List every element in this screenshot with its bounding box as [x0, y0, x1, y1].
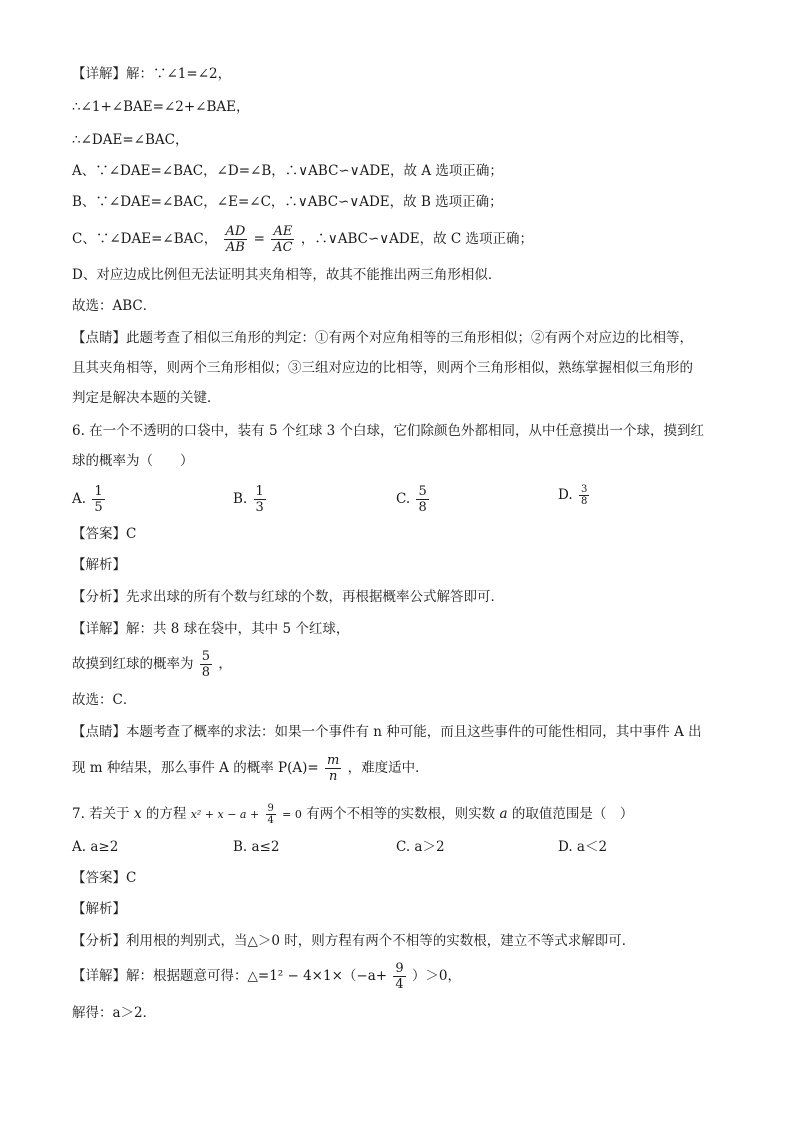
note-line-1: 【点睛】此题考查了相似三角形的判定：①有两个对应角相等的三角形相似；②有两个对应边的比相等，: [72, 330, 693, 346]
q6-choice: 故选：C．: [72, 692, 137, 708]
detail-line-2: ∴∠1+∠BAE=∠2+∠BAE，: [72, 99, 250, 115]
note-line-2: 且其夹角相等，则两个三角形相似；③三组对应边的比相等，则两个三角形相似，熟练掌握相似三角形的: [72, 360, 693, 376]
q6-analysis-title: 【解析】: [72, 557, 126, 573]
q6-analysis: 【分析】先求出球的所有个数与红球的个数，再根据概率公式解答即可．: [72, 589, 504, 605]
option-c-reason: [72, 222, 533, 256]
q7-result: 解得：a＞2．: [72, 1005, 157, 1021]
q6-option-d-fraction: $\frac{3}{8}$: [580, 484, 588, 507]
q6-option-c-fraction: $\frac{5}{8}$: [418, 484, 427, 515]
q7-equation-fraction: $\frac{9}{4}$: [267, 803, 274, 826]
q7-equation-right: = 0: [282, 808, 302, 821]
option-d-reason: D、对应边成比例但无法证明其夹角相等，故其不能推出两三角形相似．: [72, 267, 502, 283]
q7-detail: 【详解】解：根据题意可得：△=1² − 4×1×（−a+ $\frac{9}{4}$ ）＞0，: [72, 961, 462, 992]
q6-option-b: B. $\frac{1}{3}$: [233, 484, 264, 515]
q7-option-d: D. a＜2: [558, 839, 608, 855]
choice-line: 故选：ABC．: [72, 298, 157, 314]
q7-detail-fraction: $\frac{9}{4}$: [395, 961, 404, 992]
q7-answer: 【答案】C: [72, 870, 137, 886]
fraction-ad-ab: $\frac{AD}{AB}$: [225, 224, 246, 255]
q7-option-b: B. a≤2: [233, 839, 280, 855]
q6-detail-line-2: 故摸到红球的概率为 $\frac{5}{8}$ ，: [72, 649, 232, 680]
q6-stem-line-1: 6. 在一个不透明的口袋中，装有 5 个红球 3 个白球，它们除颜色外都相同，从中任意摸出一个球，摸到红: [72, 423, 705, 439]
q6-note-line-1: 【点睛】本题考查了概率的求法：如果一个事件有 n 种可能，而且这些事件的可能性相同，其中事件 A 出: [72, 724, 702, 740]
q6-note-line-2: 现 m 种结果，那么事件 A 的概率 P(A)= $\frac{m}{n}$ ，难度适中．: [72, 753, 429, 784]
q7-option-a: A. a≥2: [72, 839, 119, 855]
option-c-text-start: C、∵∠DAE=∠BAC，: [72, 231, 218, 247]
note-line-3: 判定是解决本题的关键．: [72, 390, 221, 406]
q6-option-a: A. $\frac{1}{5}$: [72, 484, 103, 515]
option-b-reason: B、∵∠DAE=∠BAC，∠E=∠C，∴∨ABC∽∨ADE，故 B 选项正确；: [72, 194, 503, 210]
q6-stem-line-2: 球的概率为（ ）: [72, 453, 194, 469]
q6-note-fraction: $\frac{m}{n}$: [326, 753, 340, 784]
option-a-reason: A、∵∠DAE=∠BAC，∠D=∠B，∴∨ABC∽∨ADE，故 A 选项正确；: [72, 163, 503, 179]
option-c-text-end: ，∴∨ABC∽∨ADE，故 C 选项正确；: [300, 231, 534, 247]
fraction-ae-ac: $\frac{AE}{AC}$: [273, 224, 293, 255]
q7-analysis-title: 【解析】: [72, 901, 126, 917]
q7-equation-left: x² + x − a +: [190, 808, 260, 821]
detail-line-3: ∴∠DAE=∠BAC，: [72, 132, 189, 148]
q6-answer: 【答案】C: [72, 526, 137, 542]
q6-option-c: C. $\frac{5}{8}$: [396, 484, 427, 515]
q7-stem: 7. 若关于 x 的方程 x² + x − a + $\frac{9}{4}$ = 0 有两个不相等的实数根，则实数 a 的取值范围是（ ）: [72, 803, 634, 826]
detail-line-1: 【详解】解：∵∠1=∠2，: [72, 66, 232, 82]
equals-sign: =: [253, 231, 265, 247]
q6-detail-fraction: $\frac{5}{8}$: [201, 649, 211, 680]
q7-option-c: C. a＞2: [396, 839, 445, 855]
q6-detail-line-1: 【详解】解：共 8 球在袋中，其中 5 个红球，: [72, 621, 350, 637]
q6-option-d: D. $\frac{3}{8}$: [558, 484, 588, 507]
q6-option-b-fraction: $\frac{1}{3}$: [255, 484, 264, 515]
q7-analysis: 【分析】利用根的判别式，当△＞0 时，则方程有两个不相等的实数根，建立不等式求解即可．: [72, 933, 636, 949]
q6-option-a-fraction: $\frac{1}{5}$: [94, 484, 103, 515]
